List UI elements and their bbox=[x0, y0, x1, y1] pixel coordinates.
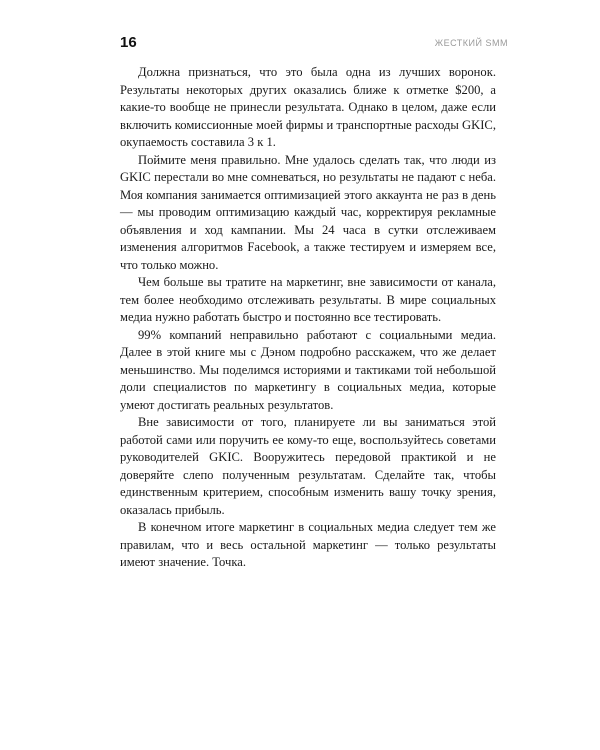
body-text bbox=[120, 64, 496, 572]
paragraph: Поймите меня правильно. Мне удалось сделать так, что люди из GKIC перестали во мне сомневаться, но результаты не падают с неба. Моя компания занимается оптимизацией этого аккаунта не раз в день — мы проводим оптимизацию каждый час, корректируя рекламные объявления и ход кампании. Мы 24 часа в сутки отслеживаем изменения алгоритмов Facebook, а также тестируем и измеряем все, что только можно. bbox=[120, 152, 496, 272]
page-number: 16 bbox=[120, 34, 137, 51]
paragraph: 99% компаний неправильно работают с социальными медиа. Далее в этой книге мы с Дэном подробно расскажем, что же делает меньшинство. Мы поделимся историями и тактиками той небольшой доли специалистов по маркетингу в социальных медиа, которые умеют достигать реальных результатов. bbox=[120, 327, 496, 412]
paragraph: Должна признаться, что это была одна из лучших воронок. Результаты некоторых других оказались ближе к отметке $200, а какие-то вообще не принесли результата. Однако в целом, даже если включить комиссионные моей фирмы и транспортные расходы GKIC, окупаемость составила 3 к 1. bbox=[120, 65, 496, 149]
paragraph: Вне зависимости от того, планируете ли вы заниматься этой работой сами или поручить ее кому-то еще, воспользуйтесь советами руководителей GKIC. Вооружитесь передовой практикой и не доверяйте слепо полученным результатам. Сделайте так, чтобы единственным критерием, способным изменить вашу точку зрения, оказалась прибыль. bbox=[120, 415, 496, 517]
paragraph: В конечном итоге маркетинг в социальных медиа следует тем же правилам, что и весь остальной маркетинг — только результаты имеют значение. Точка. bbox=[120, 520, 496, 569]
running-head: ЖЕСТКИЙ SMM bbox=[434, 38, 508, 48]
paragraph: Чем больше вы тратите на маркетинг, вне зависимости от канала, тем более необходимо отслеживать результаты. В мире социальных медиа нужно работать быстро и постоянно все тестировать. bbox=[120, 275, 496, 324]
